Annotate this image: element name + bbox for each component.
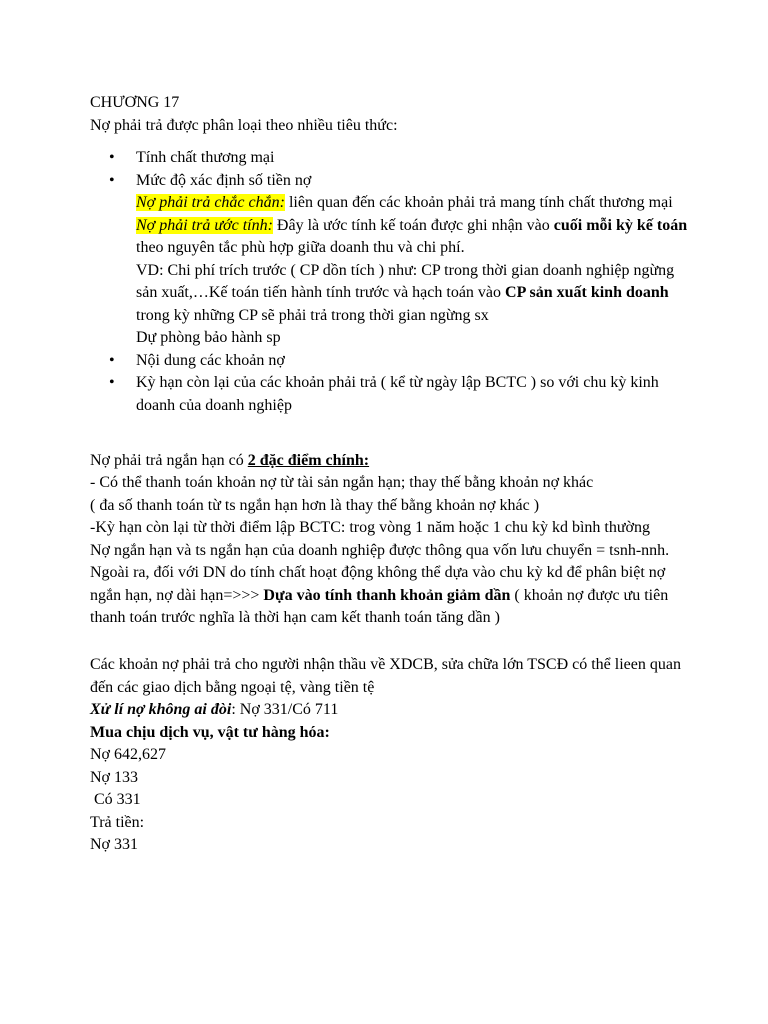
- intro-line: Nợ phải trả được phân loại theo nhiều tiêu thức:: [90, 116, 398, 134]
- certain-text: liên quan đến các khoản phải trả mang tính chất thương mại: [284, 194, 673, 211]
- besides-paragraph: [90, 562, 690, 630]
- list-item: [136, 147, 690, 170]
- unclaimed-line: [90, 699, 690, 722]
- warranty-text: Dự phòng bảo hành sp: [136, 329, 281, 346]
- estimate-text: Đây là ước tính kế toán được ghi nhận vào: [272, 216, 554, 234]
- journal-entry: Nợ 642,627: [90, 746, 167, 763]
- bullet-text: Nội dung các khoản nợ: [136, 351, 285, 369]
- short-term-lead: Nợ phải trả ngắn hạn có: [90, 451, 248, 469]
- bullet-text: Mức độ xác định số tiền nợ: [136, 171, 312, 189]
- chapter-title: CHƯƠNG 17: [90, 94, 180, 111]
- short-term-point1-note: ( đa số thanh toán từ ts ngắn hạn hơn là thay thế bằng khoản nợ khác ): [90, 496, 540, 514]
- list-item: [136, 350, 690, 373]
- purchase-heading: [90, 722, 690, 745]
- document-page: [90, 92, 690, 857]
- journal-entry: Nợ 133: [90, 768, 139, 786]
- besides-bold: Dựa vào tính thanh khoản giảm dần: [263, 586, 511, 604]
- working-capital-text: Nợ ngắn hạn và ts ngắn hạn của doanh nghiệp được thông qua vốn lưu chuyển = tsnh-nnh.: [90, 541, 670, 559]
- besides-text: ( khoản nợ được ưu tiên thanh toán trước nghĩa là thời hạn cam kết thanh toán tăng dần ): [90, 586, 669, 626]
- example-text: VD: Chi phí trích trước ( CP dồn tích ) như: CP trong thời gian doanh nghiệp ngừng sản xuất,…Kế toán tiến hành tính trước và hạch toán vào: [136, 261, 675, 301]
- example-bold: CP sản xuất kinh doanh: [505, 284, 669, 301]
- short-term-lead-bold: 2 đặc điểm chính:: [247, 451, 370, 469]
- highlight-certain-label: Nợ phải trả chắc chắn:: [136, 194, 285, 211]
- classification-list: [90, 147, 690, 417]
- purchase-heading-text: Mua chịu dịch vụ, vật tư hàng hóa:: [90, 723, 330, 741]
- short-term-heading: [90, 450, 690, 473]
- highlight-estimate-label: Nợ phải trả ước tính:: [136, 216, 273, 234]
- short-term-point1: - Có thể thanh toán khoản nợ từ tài sản ngắn hạn; thay thế bằng khoản nợ khác: [90, 474, 594, 491]
- example-text: trong kỳ những CP sẽ phải trả trong thời gian ngừng sx: [136, 306, 489, 324]
- journal-entry: Có 331: [90, 791, 141, 808]
- list-item: [136, 372, 690, 417]
- list-item: [136, 170, 690, 350]
- contractor-text: Các khoản nợ phải trả cho người nhận thầu về XDCB, sửa chữa lớn TSCĐ có thể lieen quan đến các giao dịch bằng ngoại tệ, vàng tiền tệ: [90, 656, 681, 696]
- unclaimed-text: : Nợ 331/Có 711: [231, 701, 339, 718]
- estimate-bold: cuối mỗi kỳ kế toán: [553, 216, 688, 234]
- besides-text: Ngoài ra, đối với DN do tính chất hoạt động không thể dựa vào chu kỳ kd để phân biệt nợ ngắn hạn, nợ dài hạn=>>>: [90, 564, 666, 604]
- pay-heading: Trả tiền:: [90, 813, 145, 831]
- bullet-text: Kỳ hạn còn lại của các khoản phải trả ( kể từ ngày lập BCTC ) so với chu kỳ kinh doanh của doanh nghiệp: [136, 374, 659, 414]
- estimate-text: theo nguyên tắc phù hợp giữa doanh thu và chi phí.: [136, 239, 465, 256]
- short-term-point2: -Kỳ hạn còn lại từ thời điểm lập BCTC: trog vòng 1 năm hoặc 1 chu kỳ kd bình thường: [90, 519, 650, 536]
- bullet-text: Tính chất thương mại: [136, 149, 275, 166]
- unclaimed-label: Xử lí nợ không ai đòi: [90, 701, 232, 718]
- journal-entry: Nợ 331: [90, 836, 139, 853]
